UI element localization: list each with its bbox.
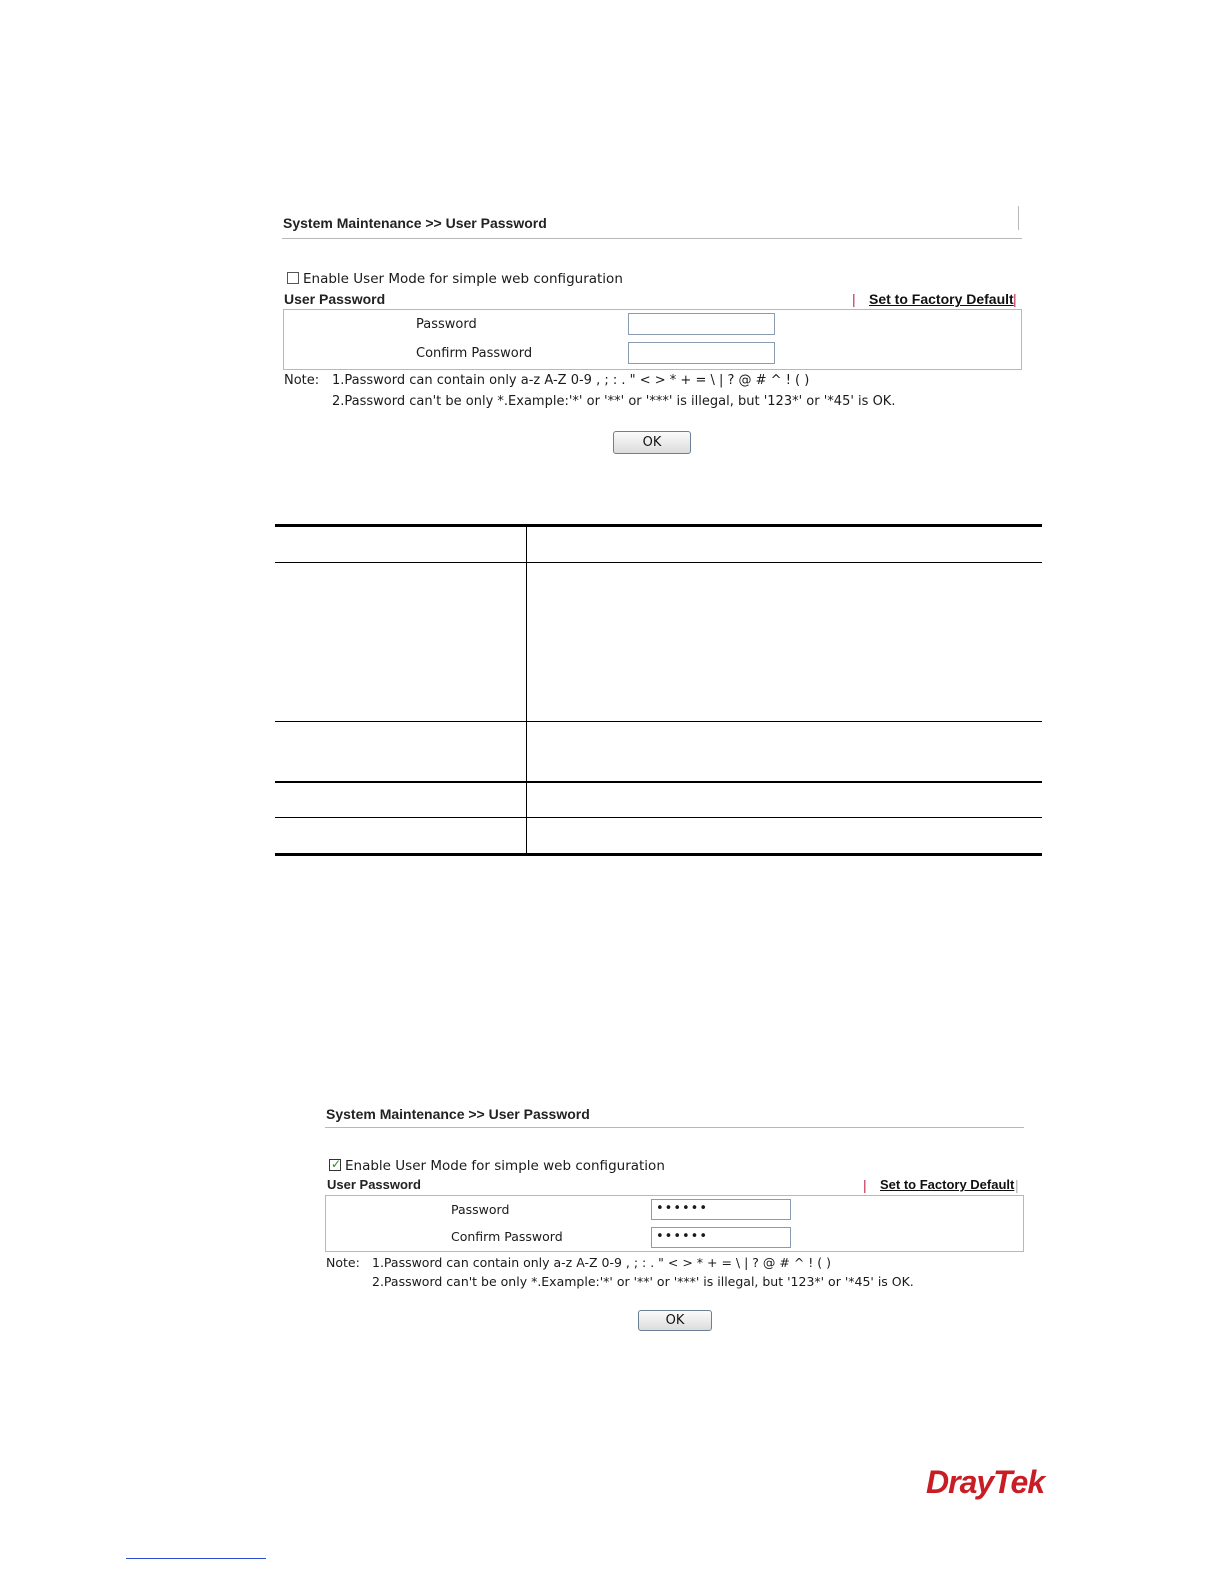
- password-label: Password: [451, 1202, 510, 1217]
- table-row-rule: [275, 781, 1042, 783]
- enable-user-mode-checkbox[interactable]: [287, 272, 299, 284]
- table-row-rule: [275, 817, 1042, 818]
- note-line-2: 2.Password can't be only *.Example:'*' or '**' or '***' is illegal, but '123*' or '*45' is OK.: [332, 394, 896, 409]
- password-input[interactable]: ••••••: [651, 1199, 791, 1220]
- table-column-divider: [526, 526, 527, 855]
- checkmark-icon: ✓: [331, 1157, 342, 1171]
- note-line-2: 2.Password can't be only *.Example:'*' or '**' or '***' is illegal, but '123*' or '*45' is OK.: [372, 1274, 914, 1289]
- breadcrumb: System Maintenance >> User Password: [326, 1106, 590, 1122]
- password-input[interactable]: [628, 313, 775, 335]
- section-title: User Password: [284, 291, 386, 307]
- note-line-1: 1.Password can contain only a-z A-Z 0-9 , ; : . " < > * + = \ | ? @ # ^ ! ( ): [332, 373, 810, 388]
- table-top-rule: [275, 524, 1042, 527]
- confirm-password-label: Confirm Password: [451, 1229, 563, 1244]
- draytek-logo: DrayTek: [926, 1464, 1045, 1500]
- table-row-rule: [275, 562, 1042, 563]
- separator-right: |: [1015, 1177, 1019, 1193]
- footer-link-underline: [126, 1558, 266, 1559]
- ok-button[interactable]: OK: [613, 431, 691, 454]
- section-title: User Password: [327, 1177, 421, 1192]
- separator-left: |: [852, 291, 856, 307]
- breadcrumb: System Maintenance >> User Password: [283, 215, 547, 231]
- note-label: Note:: [326, 1255, 360, 1270]
- header-divider: [1018, 206, 1019, 230]
- ok-button[interactable]: OK: [638, 1310, 712, 1331]
- enable-user-mode-label: Enable User Mode for simple web configuration: [303, 271, 623, 287]
- separator-left: |: [863, 1177, 867, 1193]
- header-underline: [325, 1127, 1024, 1128]
- confirm-password-label: Confirm Password: [416, 346, 533, 361]
- enable-user-mode-checkbox[interactable]: [329, 1159, 341, 1171]
- set-to-factory-default-link[interactable]: Set to Factory Default: [869, 291, 1014, 307]
- separator-right: |: [1013, 291, 1017, 307]
- enable-user-mode-label: Enable User Mode for simple web configuration: [345, 1158, 665, 1174]
- password-label: Password: [416, 317, 477, 332]
- note-line-1: 1.Password can contain only a-z A-Z 0-9 , ; : . " < > * + = \ | ? @ # ^ ! ( ): [372, 1255, 831, 1270]
- note-label: Note:: [284, 373, 320, 388]
- header-underline: [282, 238, 1022, 239]
- confirm-password-input[interactable]: [628, 342, 775, 364]
- confirm-password-input[interactable]: ••••••: [651, 1227, 791, 1248]
- set-to-factory-default-link[interactable]: Set to Factory Default: [880, 1177, 1015, 1192]
- table-row-rule: [275, 721, 1042, 722]
- table-bottom-rule: [275, 853, 1042, 856]
